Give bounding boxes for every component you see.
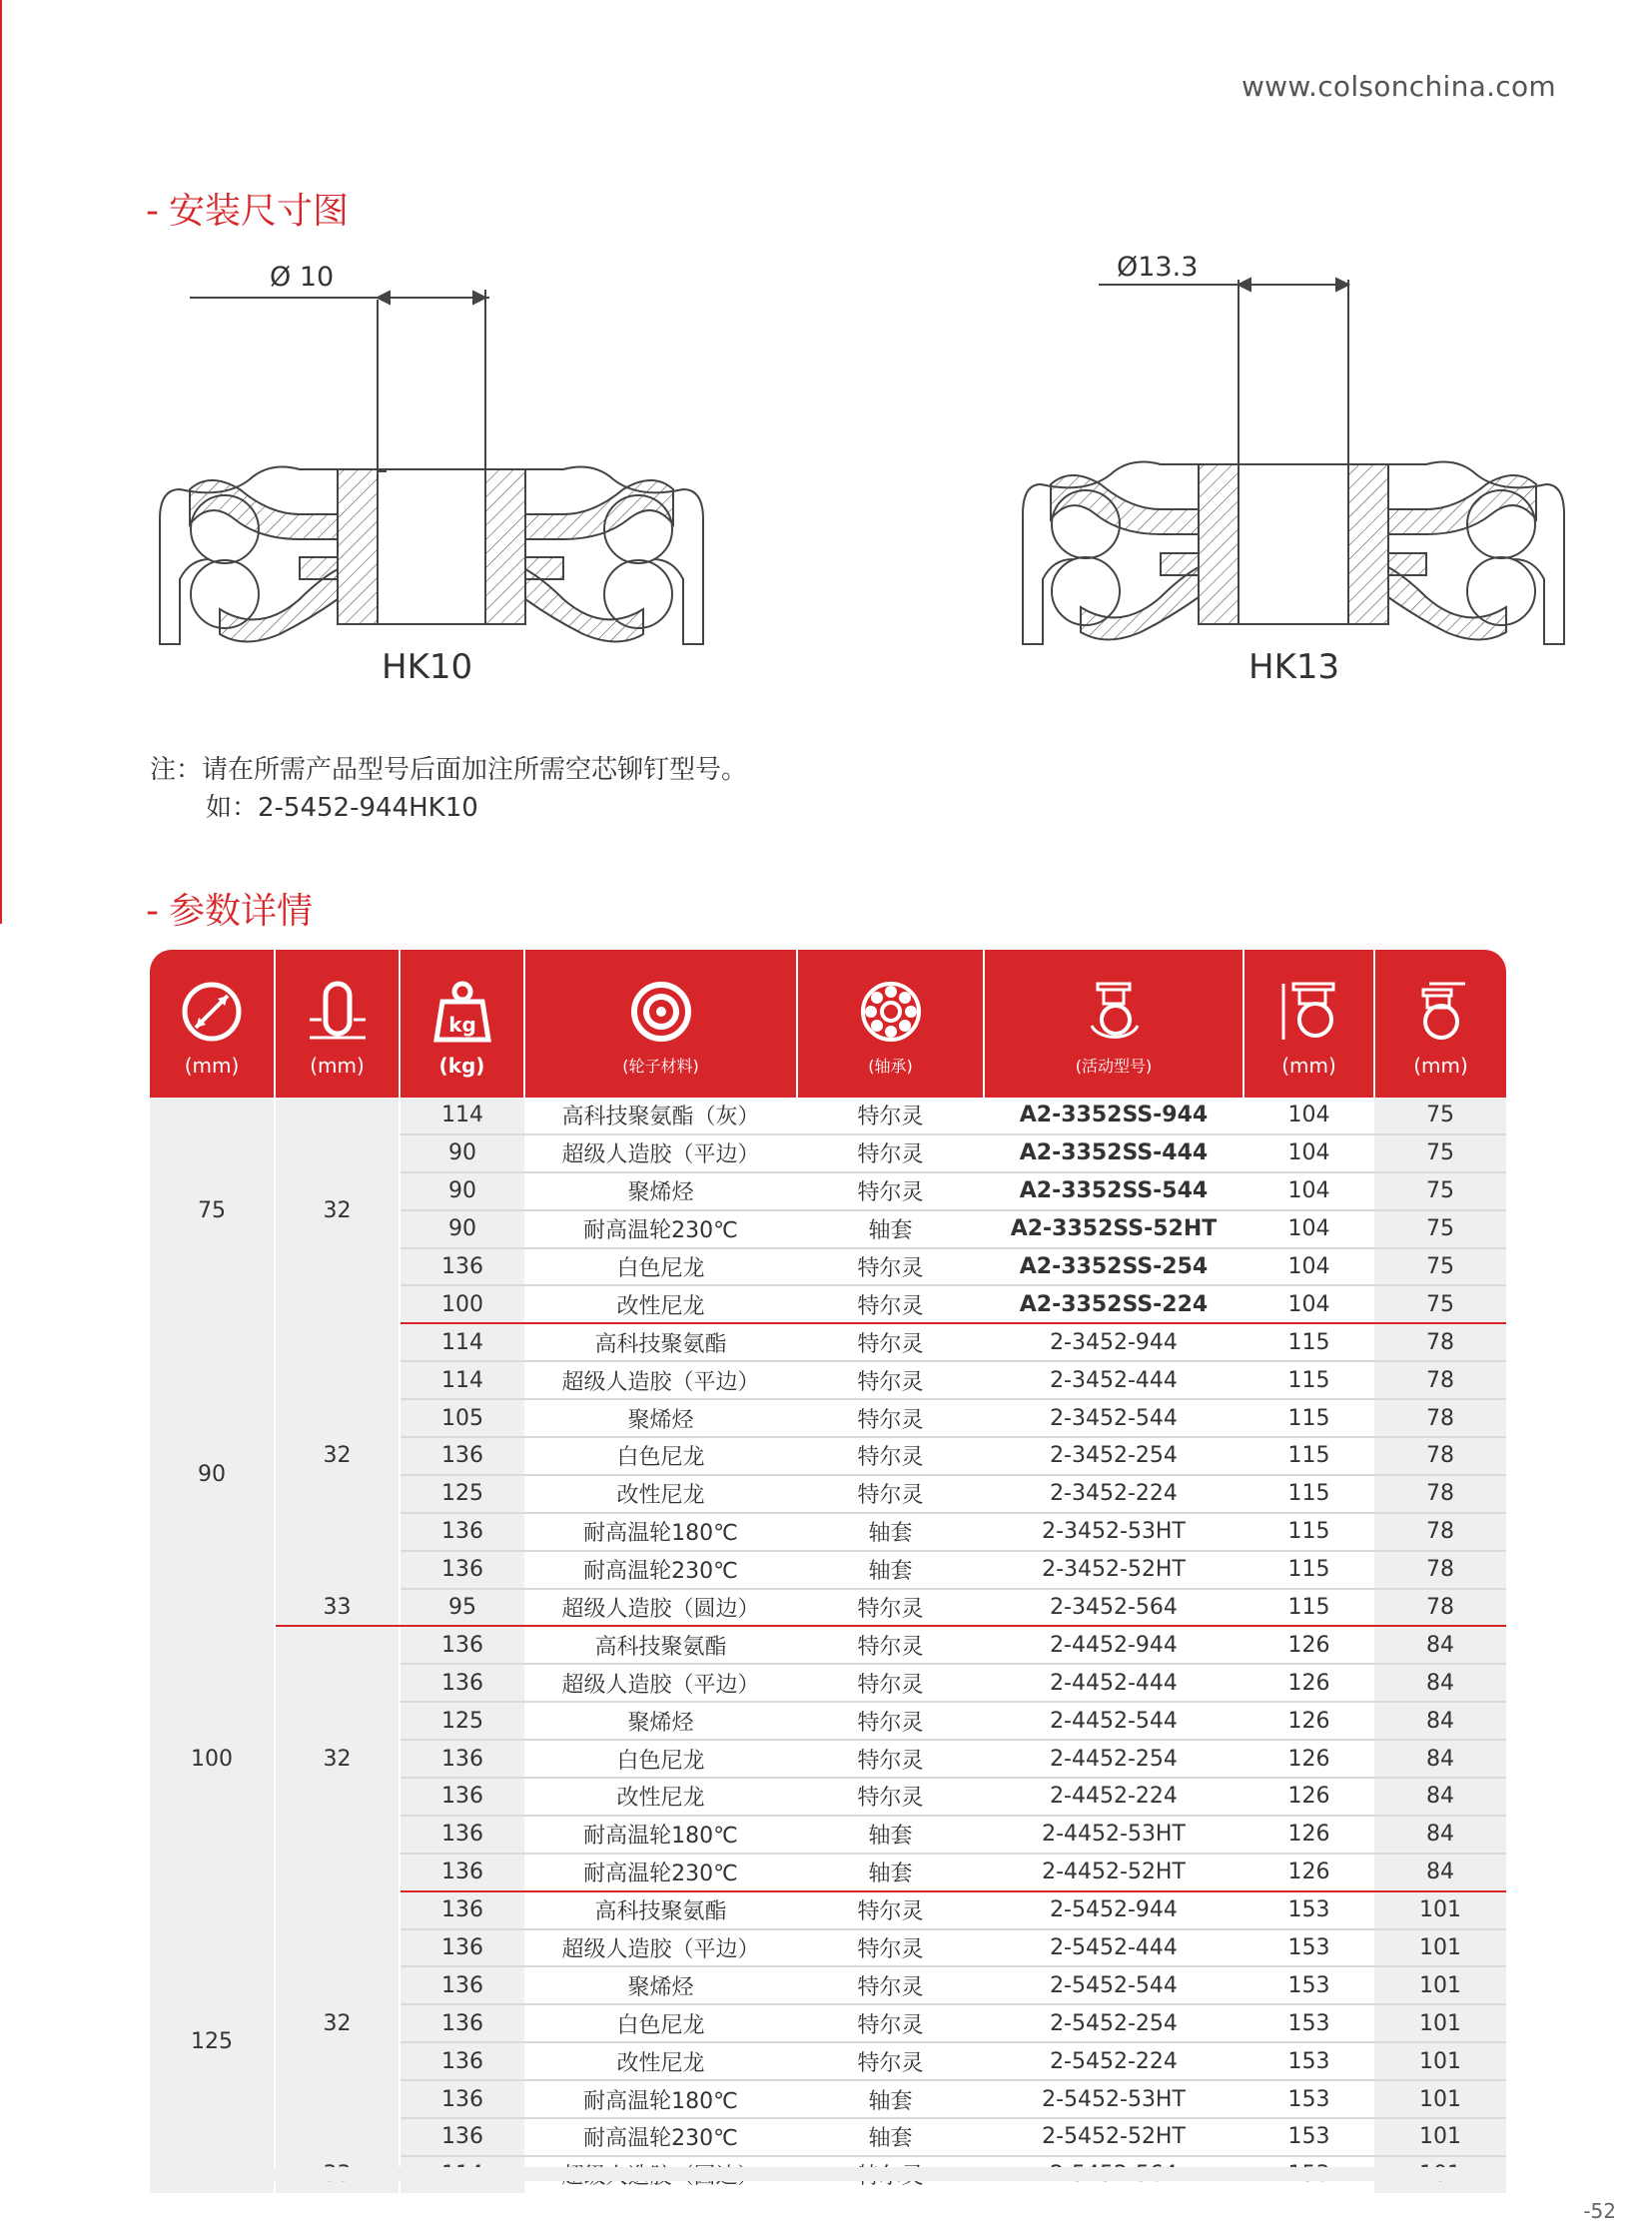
cell-bearing: 轴套 bbox=[797, 1210, 984, 1248]
cell-bearing: 特尔灵 bbox=[797, 1248, 984, 1286]
page-edge-line bbox=[0, 0, 2, 924]
cell-offset: 101 bbox=[1374, 1966, 1506, 2004]
cell-bearing: 特尔灵 bbox=[797, 1778, 984, 1816]
table-row bbox=[150, 1891, 1506, 1929]
cell-bearing: 特尔灵 bbox=[797, 1172, 984, 1210]
cell-material: 耐高温轮180℃ bbox=[524, 2080, 797, 2118]
cell-load: 136 bbox=[400, 1551, 524, 1589]
cell-material: 聚烯烃 bbox=[524, 1966, 797, 2004]
cell-load: 90 bbox=[400, 1172, 524, 1210]
cell-height: 115 bbox=[1243, 1437, 1374, 1475]
cell-offset: 78 bbox=[1374, 1513, 1506, 1551]
cell-height: 115 bbox=[1243, 1361, 1374, 1399]
cell-offset: 84 bbox=[1374, 1626, 1506, 1664]
note-line-1: 注：请在所需产品型号后面加注所需空芯铆钉型号。 bbox=[150, 755, 748, 785]
table-row bbox=[150, 1098, 1506, 1134]
cell-material: 白色尼龙 bbox=[524, 1248, 797, 1286]
cell-model: 2-5452-444 bbox=[984, 1929, 1243, 1967]
cell-bearing: 轴套 bbox=[797, 1551, 984, 1589]
cell-model: 2-4452-944 bbox=[984, 1626, 1243, 1664]
swivel-caster-icon bbox=[1082, 980, 1146, 1044]
offset-icon bbox=[1409, 980, 1473, 1044]
cell-bearing: 轴套 bbox=[797, 1816, 984, 1854]
cell-offset: 84 bbox=[1374, 1816, 1506, 1854]
hk13-diameter-label: Ø13.3 bbox=[1117, 252, 1199, 283]
cell-offset: 101 bbox=[1374, 2118, 1506, 2156]
cell-model: 2-3452-944 bbox=[984, 1323, 1243, 1361]
header-material-unit: (轮子材料) bbox=[622, 1057, 699, 1076]
note-block bbox=[150, 751, 747, 827]
cell-offset: 84 bbox=[1374, 1778, 1506, 1816]
cell-height: 153 bbox=[1243, 2118, 1374, 2156]
cell-offset: 84 bbox=[1374, 1664, 1506, 1702]
cell-offset: 78 bbox=[1374, 1399, 1506, 1437]
cell-material: 高科技聚氨酯（灰） bbox=[524, 1098, 797, 1134]
cell-load: 136 bbox=[400, 1966, 524, 2004]
cell-material: 耐高温轮180℃ bbox=[524, 1816, 797, 1854]
cell-model: 2-4452-53HT bbox=[984, 1816, 1243, 1854]
table-row bbox=[150, 1589, 1506, 1627]
cell-height: 153 bbox=[1243, 2042, 1374, 2080]
cell-bearing: 特尔灵 bbox=[797, 1664, 984, 1702]
cell-height: 126 bbox=[1243, 1778, 1374, 1816]
cell-material: 改性尼龙 bbox=[524, 2042, 797, 2080]
cell-bearing: 特尔灵 bbox=[797, 1437, 984, 1475]
cell-bearing: 特尔灵 bbox=[797, 1361, 984, 1399]
cell-offset: 84 bbox=[1374, 1740, 1506, 1778]
cell-offset: 101 bbox=[1374, 2080, 1506, 2118]
cell-bearing: 特尔灵 bbox=[797, 2004, 984, 2042]
cell-height: 126 bbox=[1243, 1854, 1374, 1891]
cell-material: 改性尼龙 bbox=[524, 1475, 797, 1513]
cell-model: 2-5452-254 bbox=[984, 2004, 1243, 2042]
cell-height: 104 bbox=[1243, 1172, 1374, 1210]
header-model bbox=[984, 950, 1243, 1098]
cell-bearing: 特尔灵 bbox=[797, 1740, 984, 1778]
cell-bearing: 特尔灵 bbox=[797, 1589, 984, 1627]
cell-offset: 78 bbox=[1374, 1437, 1506, 1475]
cell-load: 114 bbox=[400, 1323, 524, 1361]
cell-bearing: 特尔灵 bbox=[797, 1323, 984, 1361]
cell-height: 115 bbox=[1243, 1475, 1374, 1513]
cell-model: 2-5452-544 bbox=[984, 1966, 1243, 2004]
cell-material: 超级人造胶（平边） bbox=[524, 1664, 797, 1702]
cell-material: 耐高温轮180℃ bbox=[524, 1513, 797, 1551]
cell-material: 改性尼龙 bbox=[524, 1285, 797, 1323]
header-diameter bbox=[150, 950, 275, 1098]
cell-model: 2-3452-52HT bbox=[984, 1551, 1243, 1589]
cell-height: 104 bbox=[1243, 1248, 1374, 1286]
cell-offset: 101 bbox=[1374, 2042, 1506, 2080]
cell-offset: 101 bbox=[1374, 1929, 1506, 1967]
cell-model: 2-5452-224 bbox=[984, 2042, 1243, 2080]
cell-material: 白色尼龙 bbox=[524, 1437, 797, 1475]
table-header-row bbox=[150, 950, 1506, 1098]
cell-width: 32 bbox=[275, 1891, 400, 2156]
cell-load: 136 bbox=[400, 1778, 524, 1816]
cell-bearing: 特尔灵 bbox=[797, 1134, 984, 1172]
cell-height: 115 bbox=[1243, 1589, 1374, 1627]
cell-model: 2-3452-544 bbox=[984, 1399, 1243, 1437]
hk13-drawing bbox=[1019, 240, 1598, 659]
cell-material: 超级人造胶（圆边） bbox=[524, 1589, 797, 1627]
header-bearing-unit: (轴承) bbox=[868, 1057, 913, 1076]
cell-material: 高科技聚氨酯 bbox=[524, 1323, 797, 1361]
cell-model: A2-3352SS-944 bbox=[984, 1098, 1243, 1134]
cell-load: 136 bbox=[400, 1891, 524, 1929]
cell-model: A2-3352SS-52HT bbox=[984, 1210, 1243, 1248]
wheel-diameter-icon bbox=[180, 980, 244, 1044]
cell-load: 105 bbox=[400, 1399, 524, 1437]
spec-table-body bbox=[150, 1098, 1506, 2193]
header-height bbox=[1243, 950, 1374, 1098]
cell-offset: 75 bbox=[1374, 1134, 1506, 1172]
cell-model: 2-5452-53HT bbox=[984, 2080, 1243, 2118]
header-load-unit: (kg) bbox=[438, 1054, 485, 1078]
cell-diameter: 100 bbox=[150, 1626, 275, 1890]
cell-height: 104 bbox=[1243, 1134, 1374, 1172]
wheel-width-icon bbox=[306, 980, 370, 1044]
cell-model: A2-3352SS-254 bbox=[984, 1248, 1243, 1286]
height-icon bbox=[1277, 980, 1341, 1044]
cell-load: 125 bbox=[400, 1475, 524, 1513]
cell-offset: 75 bbox=[1374, 1210, 1506, 1248]
cell-offset: 75 bbox=[1374, 1172, 1506, 1210]
cell-material: 超级人造胶（平边） bbox=[524, 1361, 797, 1399]
svg-text:kg: kg bbox=[447, 1013, 476, 1037]
cell-offset: 78 bbox=[1374, 1323, 1506, 1361]
cell-model: 2-4452-544 bbox=[984, 1702, 1243, 1740]
cell-offset: 75 bbox=[1374, 1285, 1506, 1323]
hk10-label: HK10 bbox=[382, 647, 473, 687]
cell-load: 114 bbox=[400, 1361, 524, 1399]
cell-material: 耐高温轮230℃ bbox=[524, 1854, 797, 1891]
header-width bbox=[275, 950, 400, 1098]
cell-load: 136 bbox=[400, 1248, 524, 1286]
wheel-material-icon bbox=[629, 980, 693, 1044]
cell-model: A2-3352SS-444 bbox=[984, 1134, 1243, 1172]
cell-width: 33 bbox=[275, 1589, 400, 1627]
cell-height: 104 bbox=[1243, 1210, 1374, 1248]
cell-height: 153 bbox=[1243, 2080, 1374, 2118]
cell-material: 耐高温轮230℃ bbox=[524, 2118, 797, 2156]
cell-offset: 78 bbox=[1374, 1361, 1506, 1399]
cell-bearing: 特尔灵 bbox=[797, 1891, 984, 1929]
cell-diameter: 90 bbox=[150, 1323, 275, 1626]
cell-diameter: 75 bbox=[150, 1098, 275, 1323]
cell-model: A2-3352SS-544 bbox=[984, 1172, 1243, 1210]
cell-load: 136 bbox=[400, 2080, 524, 2118]
cell-material: 耐高温轮230℃ bbox=[524, 1551, 797, 1589]
cell-load: 136 bbox=[400, 1854, 524, 1891]
header-offset-unit: (mm) bbox=[1413, 1054, 1468, 1078]
cell-offset: 101 bbox=[1374, 2004, 1506, 2042]
table-bottom-edge bbox=[150, 2167, 1506, 2181]
params-title-text: 参数详情 bbox=[169, 891, 314, 932]
cell-material: 白色尼龙 bbox=[524, 2004, 797, 2042]
cell-height: 115 bbox=[1243, 1513, 1374, 1551]
cell-model: 2-3452-224 bbox=[984, 1475, 1243, 1513]
cell-bearing: 特尔灵 bbox=[797, 1285, 984, 1323]
cell-height: 153 bbox=[1243, 1891, 1374, 1929]
cell-material: 聚烯烃 bbox=[524, 1702, 797, 1740]
cell-load: 136 bbox=[400, 1740, 524, 1778]
header-model-unit: (活动型号) bbox=[1075, 1057, 1153, 1076]
hk13-label: HK13 bbox=[1248, 647, 1340, 687]
cell-bearing: 轴套 bbox=[797, 1513, 984, 1551]
cell-model: 2-3452-444 bbox=[984, 1361, 1243, 1399]
cell-load: 136 bbox=[400, 1816, 524, 1854]
cell-load: 90 bbox=[400, 1210, 524, 1248]
table-row bbox=[150, 1626, 1506, 1664]
cell-bearing: 轴套 bbox=[797, 1854, 984, 1891]
cell-bearing: 特尔灵 bbox=[797, 2042, 984, 2080]
cell-model: 2-3452-53HT bbox=[984, 1513, 1243, 1551]
install-title-text: 安装尺寸图 bbox=[169, 191, 350, 232]
cell-model: 2-3452-564 bbox=[984, 1589, 1243, 1627]
cell-height: 115 bbox=[1243, 1551, 1374, 1589]
cell-bearing: 特尔灵 bbox=[797, 1399, 984, 1437]
cell-load: 125 bbox=[400, 1702, 524, 1740]
cell-width: 32 bbox=[275, 1626, 400, 1890]
cell-model: A2-3352SS-224 bbox=[984, 1285, 1243, 1323]
cell-material: 耐高温轮230℃ bbox=[524, 1210, 797, 1248]
hk10-diameter-label: Ø 10 bbox=[270, 262, 335, 293]
cell-load: 114 bbox=[400, 1098, 524, 1134]
cell-load: 100 bbox=[400, 1285, 524, 1323]
cell-material: 超级人造胶（平边） bbox=[524, 1929, 797, 1967]
cell-material: 聚烯烃 bbox=[524, 1399, 797, 1437]
cell-height: 115 bbox=[1243, 1399, 1374, 1437]
cell-offset: 101 bbox=[1374, 1891, 1506, 1929]
header-material bbox=[524, 950, 797, 1098]
cell-material: 超级人造胶（平边） bbox=[524, 1134, 797, 1172]
bearing-icon bbox=[859, 980, 923, 1044]
cell-bearing: 特尔灵 bbox=[797, 1475, 984, 1513]
header-width-unit: (mm) bbox=[310, 1054, 365, 1078]
cell-load: 136 bbox=[400, 1929, 524, 1967]
cell-model: 2-4452-254 bbox=[984, 1740, 1243, 1778]
cell-material: 改性尼龙 bbox=[524, 1778, 797, 1816]
page-number: -52 bbox=[1583, 2199, 1616, 2223]
cell-height: 153 bbox=[1243, 1929, 1374, 1967]
spec-table bbox=[150, 950, 1506, 2193]
load-kg-icon bbox=[430, 980, 494, 1044]
cell-load: 95 bbox=[400, 1589, 524, 1627]
cell-load: 136 bbox=[400, 2118, 524, 2156]
header-offset bbox=[1374, 950, 1506, 1098]
cell-height: 104 bbox=[1243, 1098, 1374, 1134]
cell-load: 90 bbox=[400, 1134, 524, 1172]
cell-bearing: 特尔灵 bbox=[797, 1929, 984, 1967]
cell-material: 聚烯烃 bbox=[524, 1172, 797, 1210]
cell-load: 136 bbox=[400, 2004, 524, 2042]
website-url[interactable]: www.colsonchina.com bbox=[1240, 70, 1556, 103]
cell-height: 153 bbox=[1243, 1966, 1374, 2004]
note-example: 如：2-5452-944HK10 bbox=[206, 793, 478, 823]
header-height-unit: (mm) bbox=[1281, 1054, 1336, 1078]
cell-model: 2-4452-444 bbox=[984, 1664, 1243, 1702]
cell-model: 2-4452-224 bbox=[984, 1778, 1243, 1816]
cell-offset: 78 bbox=[1374, 1551, 1506, 1589]
cell-width: 32 bbox=[275, 1323, 400, 1588]
cell-height: 104 bbox=[1243, 1285, 1374, 1323]
cell-offset: 78 bbox=[1374, 1589, 1506, 1627]
cell-material: 白色尼龙 bbox=[524, 1740, 797, 1778]
header-bearing bbox=[797, 950, 984, 1098]
header-load bbox=[400, 950, 524, 1098]
cell-offset: 84 bbox=[1374, 1702, 1506, 1740]
cell-load: 136 bbox=[400, 1626, 524, 1664]
cell-height: 115 bbox=[1243, 1323, 1374, 1361]
cell-load: 136 bbox=[400, 1437, 524, 1475]
cell-height: 126 bbox=[1243, 1816, 1374, 1854]
cell-offset: 75 bbox=[1374, 1248, 1506, 1286]
cell-height: 126 bbox=[1243, 1626, 1374, 1664]
params-section-title: - 参数详情 bbox=[146, 891, 314, 932]
cell-height: 153 bbox=[1243, 2004, 1374, 2042]
cell-height: 126 bbox=[1243, 1664, 1374, 1702]
cell-offset: 78 bbox=[1374, 1475, 1506, 1513]
cell-bearing: 轴套 bbox=[797, 2118, 984, 2156]
cell-model: 2-5452-944 bbox=[984, 1891, 1243, 1929]
hk10-drawing bbox=[150, 240, 709, 659]
cell-material: 高科技聚氨酯 bbox=[524, 1891, 797, 1929]
cell-bearing: 特尔灵 bbox=[797, 1098, 984, 1134]
install-section-title: - 安装尺寸图 bbox=[146, 191, 350, 232]
cell-model: 2-4452-52HT bbox=[984, 1854, 1243, 1891]
cell-bearing: 特尔灵 bbox=[797, 1702, 984, 1740]
cell-diameter: 125 bbox=[150, 1891, 275, 2193]
cell-material: 高科技聚氨酯 bbox=[524, 1626, 797, 1664]
header-diameter-unit: (mm) bbox=[184, 1054, 240, 1078]
cell-model: 2-5452-52HT bbox=[984, 2118, 1243, 2156]
cell-offset: 75 bbox=[1374, 1098, 1506, 1134]
cell-width: 32 bbox=[275, 1098, 400, 1323]
cell-load: 136 bbox=[400, 1664, 524, 1702]
cell-load: 136 bbox=[400, 1513, 524, 1551]
cell-bearing: 特尔灵 bbox=[797, 1626, 984, 1664]
cell-load: 136 bbox=[400, 2042, 524, 2080]
table-row bbox=[150, 1323, 1506, 1361]
cell-bearing: 特尔灵 bbox=[797, 1966, 984, 2004]
cell-bearing: 轴套 bbox=[797, 2080, 984, 2118]
cell-height: 126 bbox=[1243, 1702, 1374, 1740]
cell-model: 2-3452-254 bbox=[984, 1437, 1243, 1475]
cell-offset: 84 bbox=[1374, 1854, 1506, 1891]
cell-height: 126 bbox=[1243, 1740, 1374, 1778]
